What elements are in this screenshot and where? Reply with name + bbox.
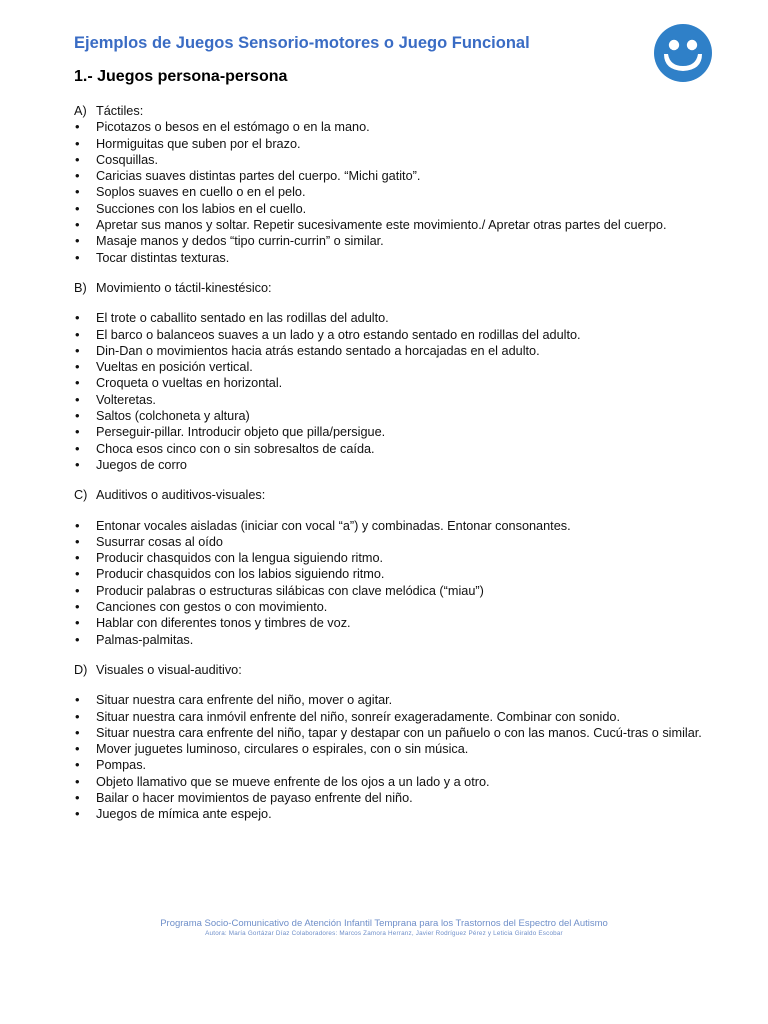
category-heading-d	[74, 662, 704, 678]
smiling-faces-logo-icon	[654, 24, 712, 82]
list-item: • Situar nuestra cara inmóvil enfrente del niño, sonreír exageradamente. Combinar con sonido.	[74, 709, 704, 725]
category-list-c	[74, 518, 704, 648]
list-item: • Din-Dan o movimientos hacia atrás estando sentado a horcajadas en el adulto.	[74, 343, 704, 359]
category-list-a	[74, 119, 704, 266]
category-letter: C)	[74, 488, 88, 503]
list-item: • Palmas-palmitas.	[74, 632, 704, 648]
list-item: • Choca esos cinco con o sin sobresaltos de caída.	[74, 441, 704, 457]
list-item: • Picotazos o besos en el estómago o en la mano.	[74, 119, 704, 135]
document-title: Ejemplos de Juegos Sensorio-motores o Juego Funcional	[74, 34, 530, 52]
list-item: • Hormiguitas que suben por el brazo.	[74, 136, 704, 152]
category-letter: B)	[74, 280, 87, 295]
list-item: • Soplos suaves en cuello o en el pelo.	[74, 184, 704, 200]
category-letter: A)	[74, 104, 87, 118]
list-item: • Apretar sus manos y soltar. Repetir sucesivamente este movimiento./ Apretar otras partes del cuerpo.	[74, 217, 704, 233]
list-item: • Perseguir-pillar. Introducir objeto que pilla/persigue.	[74, 424, 704, 440]
list-item: • Volteretas.	[74, 392, 704, 408]
list-item: • Bailar o hacer movimientos de payaso enfrente del niño.	[74, 790, 704, 806]
category-heading-a	[74, 103, 704, 119]
category-heading-b	[74, 280, 704, 296]
list-item: • Mover juguetes luminoso, circulares o espirales, con o sin música.	[74, 741, 704, 757]
list-item: • Pompas.	[74, 757, 704, 773]
footer-program-line: Programa Socio-Comunicativo de Atención Infantil Temprana para los Trastornos del Espectro del Autismo	[160, 918, 608, 929]
list-item: • Saltos (colchoneta y altura)	[74, 408, 704, 424]
list-item: • El trote o caballito sentado en las rodillas del adulto.	[74, 310, 704, 326]
list-item: • Objeto llamativo que se mueve enfrente de los ojos a un lado y a otro.	[74, 774, 704, 790]
list-item: • Succiones con los labios en el cuello.	[74, 201, 704, 217]
list-item: • Tocar distintas texturas.	[74, 250, 704, 266]
list-item: • Producir chasquidos con los labios siguiendo ritmo.	[74, 566, 704, 582]
list-item: • Masaje manos y dedos “tipo currin-currin” o similar.	[74, 233, 704, 249]
category-list-b	[74, 310, 704, 473]
category-label: Auditivos o auditivos-visuales:	[96, 488, 266, 503]
list-item: • Situar nuestra cara enfrente del niño, mover o agitar.	[74, 692, 704, 708]
list-item: • Susurrar cosas al oído	[74, 534, 704, 550]
footer-authors-line: Autora: María Gortázar Díaz Colaboradores: Marcos Zamora Herranz, Javier Rodríguez Pérez y Leticia Giraldo Escobar	[205, 930, 563, 937]
category-letter: D)	[74, 662, 88, 677]
category-list-d	[74, 692, 704, 822]
category-label: Visuales o visual-auditivo:	[96, 662, 242, 677]
category-label: Táctiles:	[96, 104, 144, 118]
list-item: • El barco o balanceos suaves a un lado y a otro estando sentado en rodillas del adulto.	[74, 327, 704, 343]
document-body	[74, 103, 704, 823]
list-item: • Caricias suaves distintas partes del cuerpo. “Michi gatito”.	[74, 168, 704, 184]
list-item: • Hablar con diferentes tonos y timbres de voz.	[74, 615, 704, 631]
list-item: • Vueltas en posición vertical.	[74, 359, 704, 375]
list-item: • Juegos de mímica ante espejo.	[74, 806, 704, 822]
list-item: • Canciones con gestos o con movimiento.	[74, 599, 704, 615]
list-item: • Juegos de corro	[74, 457, 704, 473]
list-item: • Croqueta o vueltas en horizontal.	[74, 375, 704, 391]
category-heading-c	[74, 487, 704, 503]
list-item: • Situar nuestra cara enfrente del niño, tapar y destapar con un pañuelo o con las manos. Cucú-tras o similar.	[74, 725, 704, 741]
page-footer	[0, 918, 768, 937]
list-item: • Cosquillas.	[74, 152, 704, 168]
list-item: • Producir chasquidos con la lengua siguiendo ritmo.	[74, 550, 704, 566]
category-label: Movimiento o táctil-kinestésico:	[96, 280, 272, 295]
list-item: • Producir palabras o estructuras silábicas con clave melódica (“miau”)	[74, 583, 704, 599]
list-item: • Entonar vocales aisladas (iniciar con vocal “a”) y combinadas. Entonar consonantes.	[74, 518, 704, 534]
section-title: 1.- Juegos persona-persona	[74, 68, 288, 85]
